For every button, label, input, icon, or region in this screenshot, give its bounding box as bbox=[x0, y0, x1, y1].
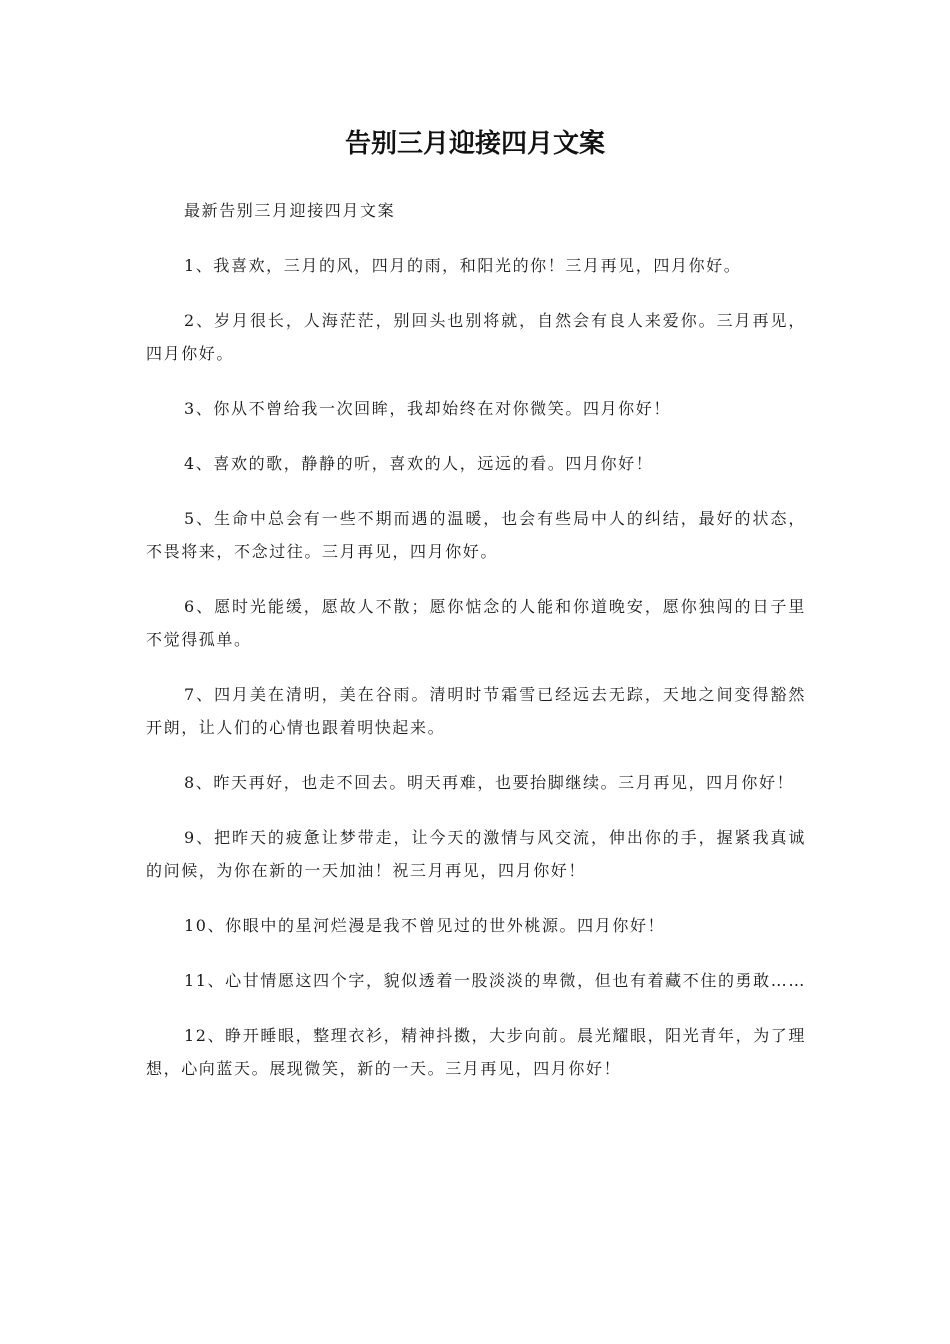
paragraph-10: 10、你眼中的星河烂漫是我不曾见过的世外桃源。四月你好！ bbox=[184, 916, 666, 935]
paragraph-2: 2、岁月很长，人海茫茫，别回头也别将就，自然会有良人来爱你。三月再见，四月你好。 bbox=[146, 311, 806, 363]
document-title: 告别三月迎接四月文案 bbox=[344, 129, 605, 159]
paragraph-6: 6、愿时光能缓，愿故人不散；愿你惦念的人能和你道晚安，愿你独闯的日子里不觉得孤单。 bbox=[146, 597, 806, 649]
paragraph-3: 3、你从不曾给我一次回眸，我却始终在对你微笑。四月你好！ bbox=[184, 399, 671, 418]
paragraph-12: 12、睁开睡眼，整理衣衫，精神抖擞，大步向前。晨光耀眼，阳光青年，为了理想，心向蓝天。展现微笑，新的一天。三月再见，四月你好！ bbox=[146, 1026, 806, 1078]
paragraph-7: 7、四月美在清明，美在谷雨。清明时节霜雪已经远去无踪，天地之间变得豁然开朗，让人们的心情也跟着明快起来。 bbox=[146, 685, 806, 737]
paragraph-4: 4、喜欢的歌，静静的听，喜欢的人，远远的看。四月你好！ bbox=[184, 454, 654, 473]
document-body bbox=[146, 194, 806, 1107]
paragraph-5: 5、生命中总会有一些不期而遇的温暖，也会有些局中人的纠结，最好的状态，不畏将来，不念过往。三月再见，四月你好。 bbox=[146, 509, 806, 561]
paragraph-9: 9、把昨天的疲惫让梦带走，让今天的激情与风交流，伸出你的手，握紧我真诚的问候，为你在新的一天加油！祝三月再见，四月你好！ bbox=[146, 828, 806, 880]
paragraph-11: 11、心甘情愿这四个字，貌似透着一股淡淡的卑微，但也有着藏不住的勇敢…… bbox=[184, 971, 806, 990]
paragraph-8: 8、昨天再好，也走不回去。明天再难，也要抬脚继续。三月再见，四月你好！ bbox=[184, 773, 795, 792]
paragraph-1: 1、我喜欢，三月的风，四月的雨，和阳光的你！三月再见，四月你好。 bbox=[184, 256, 742, 275]
document-subtitle: 最新告别三月迎接四月文案 bbox=[184, 201, 396, 220]
